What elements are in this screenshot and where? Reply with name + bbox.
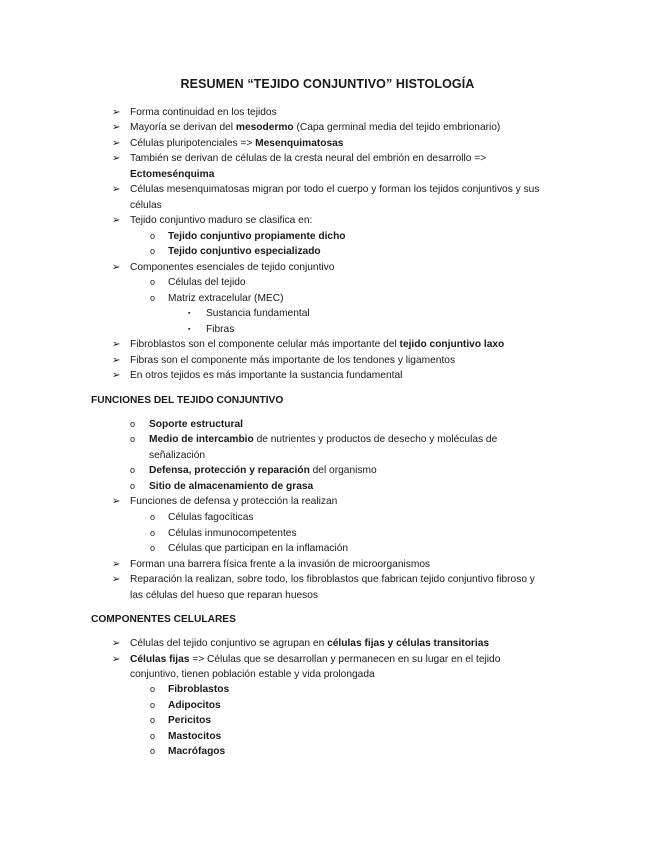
arrow-bullet-icon: ➢ [112,138,121,149]
list-item: Sitio de almacenamiento de grasa [149,481,314,492]
sub-sub-list-item: Sustancia fundamental [206,308,310,319]
list-item: Células fijas => Células que se desarrollan y permanecen en su lugar en el tejido [130,654,501,665]
list-item: Células pluripotenciales => Mesenquimatosas [130,138,344,149]
arrow-bullet-icon: ➢ [112,496,121,507]
arrow-bullet-icon: ➢ [112,339,121,350]
arrow-bullet-icon: ➢ [112,370,121,381]
sub-list-item: Células del tejido [168,277,246,288]
list-item: Forma continuidad en los tejidos [130,107,277,118]
sub-list-item: Mastocitos [168,731,222,742]
document-title: RESUMEN “TEJIDO CONJUNTIVO” HISTOLOGÍA [180,77,475,91]
circle-bullet-icon: o [150,746,156,756]
list-item-continuation: conjuntivo, tienen población estable y vida prolongada [130,669,375,680]
list-item: Reparación la realizan, sobre todo, los fibroblastos que fabrican tejido conjuntivo fibroso y [130,574,535,585]
circle-bullet-icon: o [150,700,156,710]
sub-list-item: Pericitos [168,715,212,726]
circle-bullet-icon: o [130,481,136,491]
list-item: Fibroblastos son el componente celular más importante del tejido conjuntivo laxo [130,339,505,350]
list-item: También se derivan de células de la cresta neural del embrión en desarrollo => [130,153,487,164]
list-item: En otros tejidos es más importante la sustancia fundamental [130,370,403,381]
sub-list-item: Células fagocíticas [168,512,254,523]
arrow-bullet-icon: ➢ [112,262,121,273]
sub-list-item: Células que participan en la inflamación [168,543,349,554]
sub-list-item: Fibroblastos [168,684,230,695]
list-item-continuation: las células del hueso que reparan huesos [130,590,319,601]
list-item: Componentes esenciales de tejido conjuntivo [130,262,335,273]
list-item-continuation: células [130,200,162,211]
sub-list-item: Macrófagos [168,746,226,757]
sub-list-item: Matriz extracelular (MEC) [168,293,284,304]
circle-bullet-icon: o [130,465,136,475]
circle-bullet-icon: o [150,715,156,725]
circle-bullet-icon: o [130,419,136,429]
sub-list-item: Células inmunocompetentes [168,528,297,539]
square-bullet-icon: ▪ [188,326,191,333]
circle-bullet-icon: o [150,231,156,241]
circle-bullet-icon: o [150,528,156,538]
circle-bullet-icon: o [150,293,156,303]
arrow-bullet-icon: ➢ [112,559,121,570]
list-item: Fibras son el componente más importante de los tendones y ligamentos [130,355,456,366]
list-item: Funciones de defensa y protección la realizan [130,496,338,507]
list-item: Mayoría se derivan del mesodermo (Capa germinal media del tejido embrionario) [130,122,501,133]
list-item-continuation: Ectomesénquima [130,169,215,180]
section-heading: FUNCIONES DEL TEJIDO CONJUNTIVO [91,395,284,406]
arrow-bullet-icon: ➢ [112,638,121,649]
section-heading: COMPONENTES CELULARES [91,614,236,625]
list-item: Medio de intercambio de nutrientes y productos de desecho y moléculas de [149,434,498,445]
list-item: Tejido conjuntivo maduro se clasifica en: [130,215,313,226]
list-item-continuation: señalización [149,450,206,461]
sub-list-item: Adipocitos [168,700,221,711]
arrow-bullet-icon: ➢ [112,107,121,118]
list-item: Forman una barrera física frente a la invasión de microorganismos [130,559,431,570]
arrow-bullet-icon: ➢ [112,574,121,585]
list-item: Defensa, protección y reparación del organismo [149,465,377,476]
sub-sub-list-item: Fibras [206,324,235,335]
circle-bullet-icon: o [150,684,156,694]
circle-bullet-icon: o [130,434,136,444]
circle-bullet-icon: o [150,246,156,256]
arrow-bullet-icon: ➢ [112,122,121,133]
square-bullet-icon: ▪ [188,310,191,317]
list-item: Células mesenquimatosas migran por todo el cuerpo y forman los tejidos conjuntivos y sus [130,184,540,195]
arrow-bullet-icon: ➢ [112,355,121,366]
circle-bullet-icon: o [150,731,156,741]
sub-list-item: Tejido conjuntivo especializado [168,246,321,257]
arrow-bullet-icon: ➢ [112,215,121,226]
list-item: Células del tejido conjuntivo se agrupan en células fijas y células transitorias [130,638,490,649]
list-item: Soporte estructural [149,419,243,430]
arrow-bullet-icon: ➢ [112,654,121,665]
arrow-bullet-icon: ➢ [112,184,121,195]
circle-bullet-icon: o [150,512,156,522]
sub-list-item: Tejido conjuntivo propiamente dicho [168,231,346,242]
arrow-bullet-icon: ➢ [112,153,121,164]
circle-bullet-icon: o [150,543,156,553]
circle-bullet-icon: o [150,277,156,287]
